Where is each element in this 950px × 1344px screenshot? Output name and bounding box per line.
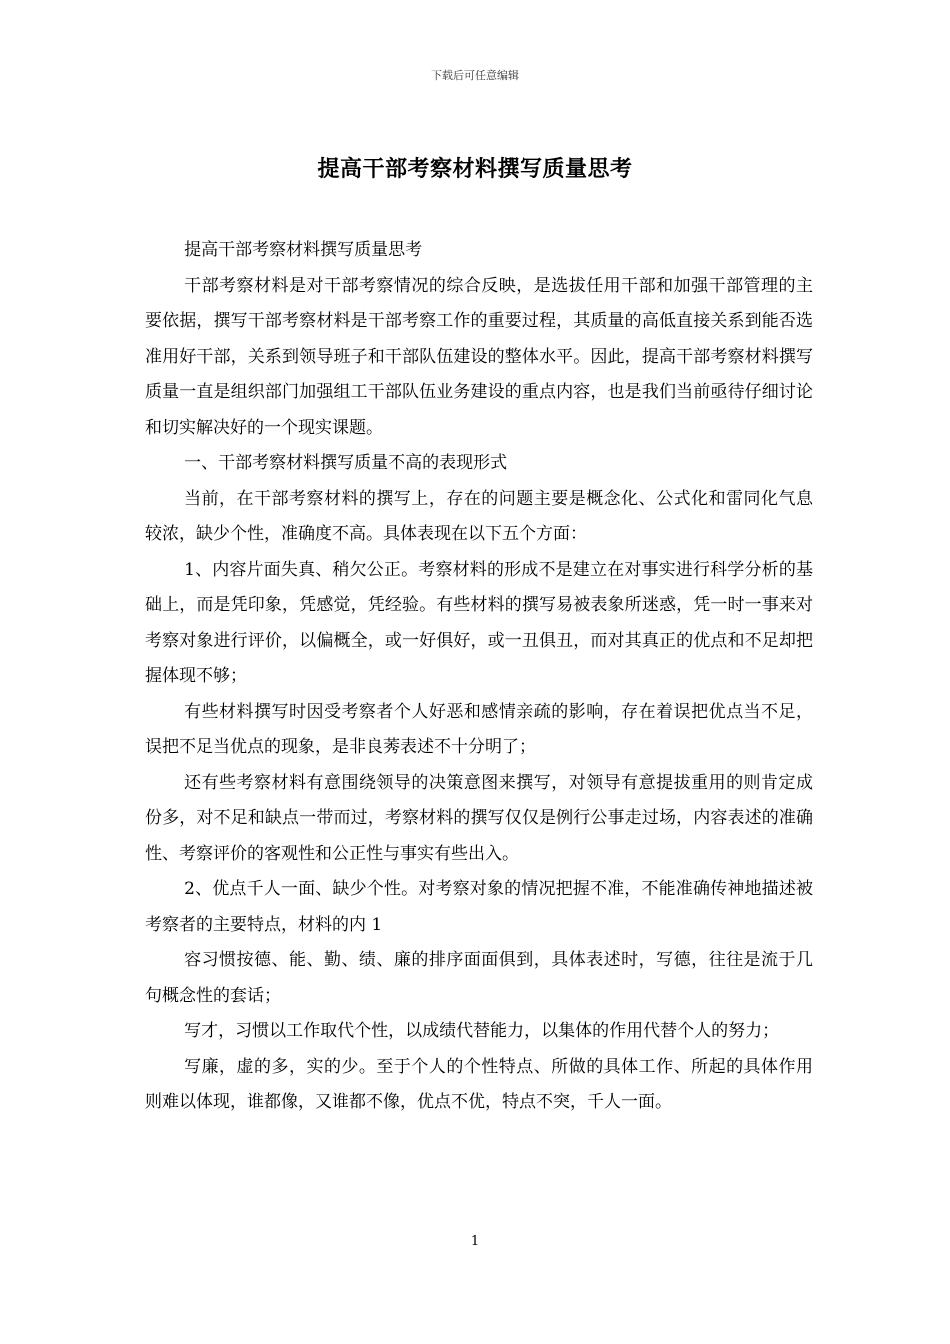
paragraph: 1、内容片面失真、稍欠公正。考察材料的形成不是建立在对事实进行科学分析的基础上，而是凭印象，凭感觉，凭经验。有些材料的撰写易被表象所迷惑，凭一时一事来对考察对象进行评价，以偏概全，或一好俱好，或一丑俱丑，而对其真正的优点和不足却把握体现不够； [145, 559, 813, 686]
paragraph: 写才，习惯以工作取代个性，以成绩代替能力，以集体的作用代替个人的努力； [184, 1021, 780, 1041]
header-note: 下载后可任意编辑 [431, 69, 519, 82]
paragraph: 写廉，虚的多，实的少。至于个人的个性特点、所做的具体工作、所起的具体作用则难以体现，谁都像，又谁都不像，优点不优，特点不突，千人一面。 [145, 1056, 813, 1112]
section-heading: 一、干部考察材料撰写质量不高的表现形式 [184, 453, 508, 473]
paragraph: 干部考察材料是对干部考察情况的综合反映，是选拔任用干部和加强干部管理的主要依据，撰写干部考察材料是干部考察工作的重要过程，其质量的高低直接关系到能否选准用好干部，关系到领导班子和干部队伍建设的整体水平。因此，提高干部考察材料撰写质量一直是组织部门加强组工干部队伍业务建设的重点内容，也是我们当前亟待仔细讨论和切实解决好的一个现实课题。 [145, 275, 813, 438]
paragraph: 当前，在干部考察材料的撰写上，存在的问题主要是概念化、公式化和雷同化气息较浓，缺少个性，准确度不高。具体表现在以下五个方面： [145, 488, 813, 544]
paragraph: 容习惯按德、能、勤、绩、廉的排序面面俱到，具体表述时，写德，往往是流于几句概念性的套话； [145, 950, 813, 1006]
document-title: 提高干部考察材料撰写质量思考 [317, 156, 633, 182]
paragraph: 还有些考察材料有意围绕领导的决策意图来撰写，对领导有意提拔重用的则肯定成份多，对不足和缺点一带而过，考察材料的撰写仅仅是例行公事走过场，内容表述的准确性、考察评价的客观性和公正性与事实有些出入。 [145, 772, 813, 864]
page-number: 1 [470, 1234, 480, 1249]
paragraph-subtitle: 提高干部考察材料撰写质量思考 [184, 240, 423, 260]
document-body [145, 233, 813, 1121]
paragraph: 2、优点千人一面、缺少个性。对考察对象的情况把握不准，不能准确传神地描述被考察者的主要特点，材料的内 1 [145, 879, 813, 935]
paragraph: 有些材料撰写时因受考察者个人好恶和感情亲疏的影响，存在着误把优点当不足，误把不足当优点的现象，是非良莠表述不十分明了； [145, 701, 813, 757]
